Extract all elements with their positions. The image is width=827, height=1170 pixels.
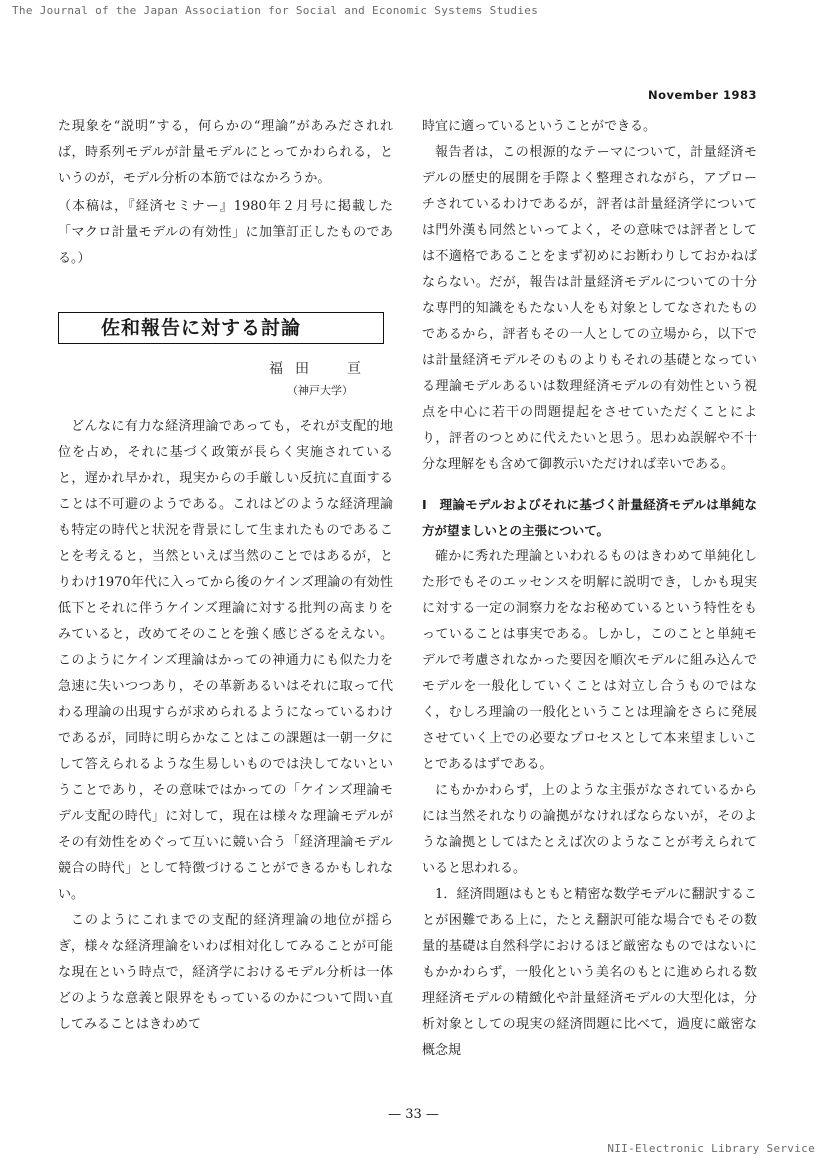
body-paragraph: このようにこれまでの支配的経済理論の地位が揺らぎ，様々な経済理論をいわば相対化してみることが可能な現在という時点で，経済学におけるモデル分析は一体どのような意義と限界をもっているのかについて問い直してみることはきわめて xyxy=(58,913,393,1032)
body-paragraph: 1．経済問題はもともと精密な数学モデルに翻訳することが困難である上に，たとえ翻訳可能な場合でもその数量的基礎は自然科学におけるほど厳密なものではないにもかかわらず，一般化という美名のもとに進められる数理経済モデルの精緻化や計量経済モデルの大型化は，分析対象としての現実の経済問題に比べて，過度に厳密な概念規 xyxy=(422,887,757,1058)
library-footer: NII-Electronic Library Service xyxy=(607,1142,815,1155)
section-title: 佐和報告に対する討論 xyxy=(58,312,384,344)
right-column xyxy=(422,114,757,1064)
section-heading: Ⅰ 理論モデルおよびそれに基づく計量経済モデルは単純な方が望ましいとの主張について。 xyxy=(422,497,757,538)
left-column xyxy=(58,114,393,1038)
body-paragraph: 報告者は，この根源的なテーマについて，計量経済モデルの歴史的展開を手際よく整理されながら，アプローチされているわけであるが，評者は計量経済学については門外漢も同然といってよく，その意味では評者としては不適格であることをまず初めにお断わりしておかねばならない。だが，報告は計量経済モデルについての十分な専門的知識をもたない人をも対象としてなされたものであるから，評者もその一人としての立場から，以下では計量経済モデルそのものよりもそれの基礎となっている理論モデルあるいは数理経済モデルの有効性という視点を中心に若干の問題提起をさせていただくことにより，評者のつとめに代えたいと思う。思わぬ誤解や不十分な理解をも含めて御教示いただければ幸いである。 xyxy=(422,145,757,472)
body-paragraph: 確かに秀れた理論といわれるものはきわめて単純化した形でもそのエッセンスを明解に説明でき，しかも現実に対する一定の洞察力をなお秘めているという特性をもっていることは事実である。しかし，このことと単純モデルで考慮されなかった要因を順次モデルに組み込んでモデルを一般化していくことは対立し合うものではなく，むしろ理論の一般化ということは理論をさらに発展させていく上での必要なプロセスとして本来望ましいことであるはずである。 xyxy=(422,549,757,772)
page-number: — 33 — xyxy=(388,1107,439,1122)
body-paragraph: どんなに有力な経済理論であっても，それが支配的地位を占め，それに基づく政策が長らく実施されていると，遅かれ早かれ，現実からの手厳しい反抗に直面することは不可避のようである。これはどのような経済理論も特定の時代と状況を背景にして生まれたものであることを考えると，当然といえば当然のことではあるが，とりわけ1970年代に入ってから後のケインズ理論の有効性低下とそれに伴うケインズ理論に対する批判の高まりをみていると，改めてそのことを強く感じざるをえない。このようにケインズ理論はかっての神通力にも似た力を急速に失いつつあり，その革新あるいはそれに取って代わる理論の出現すらが求められるようになっているわけであるが，同時に明らかなことはこの課題は一朝一夕にして答えられるような生易しいものでは決してないということであり，その意味ではかっての「ケインズ理論モデル支配の時代」に対して，現在は様々な理論モデルがその有効性をめぐって互いに競い合う「経済理論モデル競合の時代」として特徴づけることができるかもしれない。 xyxy=(58,419,393,902)
article-note: （本稿は，『経済セミナー』1980年２月号に掲載した「マクロ計量モデルの有効性」に加筆訂正したものである。） xyxy=(58,199,393,266)
intro-paragraph: た現象を“説明”する，何らかの“理論”があみだされれば，時系列モデルが計量モデルにとってかわられる，というのが，モデル分析の本筋ではなかろうか。 xyxy=(58,119,393,186)
journal-header: The Journal of the Japan Association for Social and Economic Systems Studies xyxy=(12,4,539,17)
issue-date: November 1983 xyxy=(647,88,757,102)
body-paragraph: 時宜に適っているということができる。 xyxy=(422,119,657,134)
author-affiliation: （神戸大学） xyxy=(287,384,353,397)
author-name: 福田 亘 xyxy=(269,361,373,377)
body-paragraph: にもかかわらず，上のような主張がなされているからには当然それなりの論拠がなければならないが，そのような論拠としてはたとえば次のようなことが考えられていると思われる。 xyxy=(422,783,757,876)
